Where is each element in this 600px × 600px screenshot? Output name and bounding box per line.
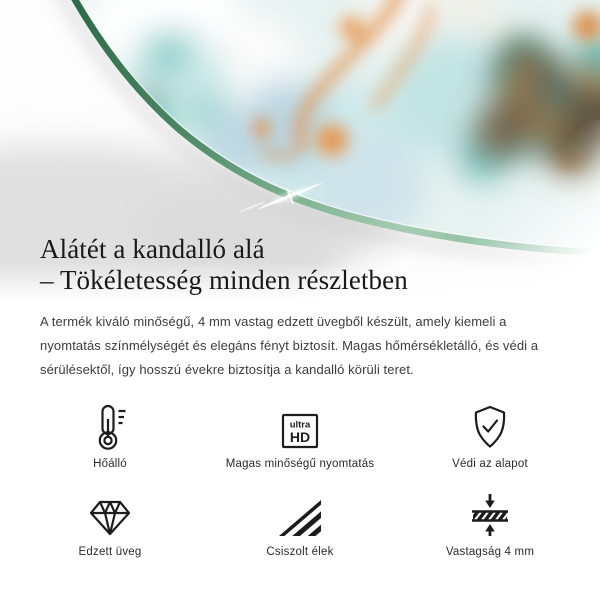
feature-label: Hőálló [93,458,127,470]
feature-protects-base [395,404,585,470]
feature-heat-resistant [15,404,205,470]
product-description: A termék kiváló minőségű, 4 mm vastag edzett üvegből készült, amely kiemeli a nyomtatás színmélységét és elegáns fényt biztosít. Magas hőmérsékletálló, és védi a sérülésektől, így hosszú évekre biztosítja a kandalló körüli teret. [40,314,539,377]
feature-polished-edges [205,492,395,558]
feature-label: Védi az alapot [452,458,528,470]
ultra-hd-icon [280,404,320,450]
thickness-icon [470,492,510,538]
product-info-section [0,234,600,558]
shield-check-icon [470,404,510,450]
svg-text:HD: HD [289,429,311,445]
feature-label: Edzett üveg [78,546,142,558]
svg-text:ultra: ultra [289,419,311,431]
feature-label: Vastagság 4 mm [445,546,535,558]
thermometer-icon [92,404,128,450]
bevel-stripes-icon [277,492,323,538]
feature-label: Csiszolt élek [266,546,334,558]
title-line-2: – Tökéletesség minden részletben [40,265,408,295]
feature-tempered-glass [15,492,205,558]
diamond-icon [88,492,132,538]
feature-thickness [395,492,585,558]
feature-ultra-hd-print [205,404,395,470]
page-title [40,234,560,296]
title-line-1: Alátét a kandalló alá [40,234,265,264]
feature-grid [15,404,585,558]
feature-label: Magas minőségű nyomtatás [225,458,375,470]
